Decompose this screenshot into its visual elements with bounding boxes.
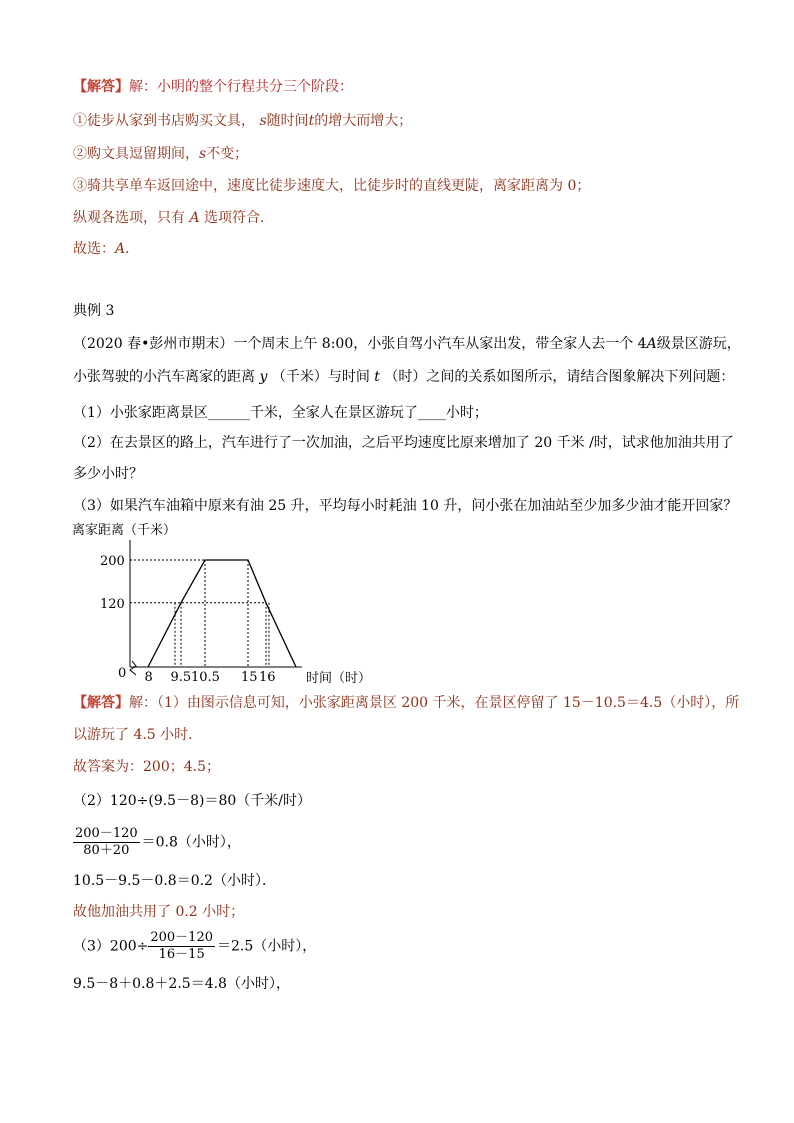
text-seg: 随时间 xyxy=(266,113,309,129)
text-seg: 典例 3 xyxy=(73,303,115,319)
var-y: y xyxy=(259,369,268,385)
var-s: s xyxy=(199,146,207,162)
question-part-1 xyxy=(73,404,488,422)
question-part-2 xyxy=(73,434,734,452)
text-seg: 的增大而增大； xyxy=(314,113,413,129)
text-seg: 解：（1）由图示信息可知，小张家距离景区 200 千米，在景区停留了 15－10.5＝4.5（小时），所 xyxy=(129,695,740,711)
question-part-2-cont xyxy=(73,465,143,483)
answer-bracket: 【解答】 xyxy=(73,79,129,95)
answer-line-3 xyxy=(73,758,220,776)
text-seg: ． xyxy=(125,241,140,257)
text-seg: （3）如果汽车油箱中原来有油 25 升，平均每小时耗油 10 升，问小张在加油站至少加多少油才能开回家？ xyxy=(73,498,738,514)
text-seg: （时）之间的关系如图所示，请结合图象解决下列问题： xyxy=(384,369,735,385)
text-seg: 9.5－8＋0.8＋2.5＝4.8（小时）， xyxy=(73,976,290,992)
solution-line-1 xyxy=(73,78,353,96)
text-seg: 以游玩了 4.5 小时． xyxy=(73,727,203,743)
answer-line-1 xyxy=(73,694,739,712)
answer-line-7 xyxy=(73,903,244,921)
example-title xyxy=(73,302,114,320)
solution-line-5 xyxy=(73,209,274,227)
var-t: t xyxy=(374,369,380,385)
answer-line-6 xyxy=(73,872,276,890)
x-axis-label: 时间（时） xyxy=(306,671,372,686)
answer-line-4 xyxy=(73,792,311,810)
fraction-numerator: 200－120 xyxy=(150,930,213,945)
text-seg: 故答案为：200；4.5； xyxy=(73,759,220,775)
text-seg: （2020 春•彭州市期末）一个周末上午 8:00，小张自驾小汽车从家出发，带全家人去一个 4 xyxy=(73,336,647,352)
answer-line-8 xyxy=(73,930,316,963)
data-line xyxy=(148,560,296,667)
text-seg: ②购文具逗留期间， xyxy=(73,146,199,162)
fraction-denominator: 80＋20 xyxy=(83,843,130,858)
x-tick-label: 15 xyxy=(241,670,258,685)
question-line-2 xyxy=(73,368,734,386)
x-tick-label: 10.5 xyxy=(191,670,220,685)
text-seg: 多少小时？ xyxy=(73,466,143,482)
question-line-1 xyxy=(73,335,741,353)
text-seg: （2）120÷(9.5－8)＝80（千米/时） xyxy=(73,793,311,809)
y-tick-label: 200 xyxy=(100,554,125,569)
text-seg: （1）小张家距离景区______千米，全家人在景区游玩了____小时； xyxy=(73,405,488,421)
text-seg: 10.5－9.5－0.8＝0.2（小时）． xyxy=(73,873,276,889)
x-tick-label: 8 xyxy=(144,670,153,685)
question-part-3 xyxy=(73,497,737,515)
var-A: A xyxy=(115,241,126,257)
text-seg: 纵观各选项，只有 xyxy=(73,210,185,226)
answer-line-5 xyxy=(73,826,241,859)
solution-line-6 xyxy=(73,240,139,258)
text-seg: ＝0.8（小时）， xyxy=(141,834,241,851)
answer-line-9 xyxy=(73,975,290,993)
text-seg: 故选： xyxy=(73,241,115,257)
text-seg: （千米）与时间 xyxy=(271,369,370,385)
distance-time-graph xyxy=(70,520,390,690)
fraction-2 xyxy=(148,930,215,963)
text-seg: 不变； xyxy=(206,146,249,162)
text-seg: ①徒步从家到书店购买文具， xyxy=(73,113,255,129)
y-axis-label: 离家距离（千米） xyxy=(72,523,177,538)
var-A: A xyxy=(189,210,200,226)
solution-text: 解：小明的整个行程共分三个阶段： xyxy=(129,79,353,95)
x-tick-label: 9.5 xyxy=(170,670,192,685)
var-A: A xyxy=(646,336,657,352)
text-seg: （2）在去景区的路上，汽车进行了一次加油，之后平均速度比原来增加了 20 千米 /时，试求他加油共用了 xyxy=(73,435,734,451)
origin-label: 0 xyxy=(118,666,127,681)
fraction-denominator: 16－15 xyxy=(158,947,205,962)
solution-line-2 xyxy=(73,112,412,130)
solution-line-3 xyxy=(73,145,248,163)
text-seg: 级景区游玩， xyxy=(656,336,741,352)
text-seg: （3）200÷ xyxy=(73,938,149,955)
text-seg: 故他加油共用了 0.2 小时； xyxy=(73,904,245,920)
text-seg: ＝2.5（小时）， xyxy=(217,938,317,955)
chart-marks xyxy=(100,554,296,685)
answer-bracket: 【解答】 xyxy=(73,695,129,711)
solution-line-4 xyxy=(73,177,590,195)
axis-break xyxy=(130,661,136,675)
y-tick-label: 120 xyxy=(100,596,125,612)
text-seg: ③骑共享单车返回途中，速度比徒步速度大，比徒步时的直线更陡，离家距离为 0； xyxy=(73,178,591,194)
fraction-numerator: 200－120 xyxy=(75,826,138,841)
text-seg: 选项符合． xyxy=(204,210,275,226)
text-seg: 小张驾驶的小汽车离家的距离 xyxy=(73,369,255,385)
x-tick-label: 16 xyxy=(259,670,276,685)
var-t: t xyxy=(308,113,315,129)
answer-line-2 xyxy=(73,726,202,744)
var-s: s xyxy=(259,113,267,129)
fraction-1 xyxy=(73,826,140,859)
